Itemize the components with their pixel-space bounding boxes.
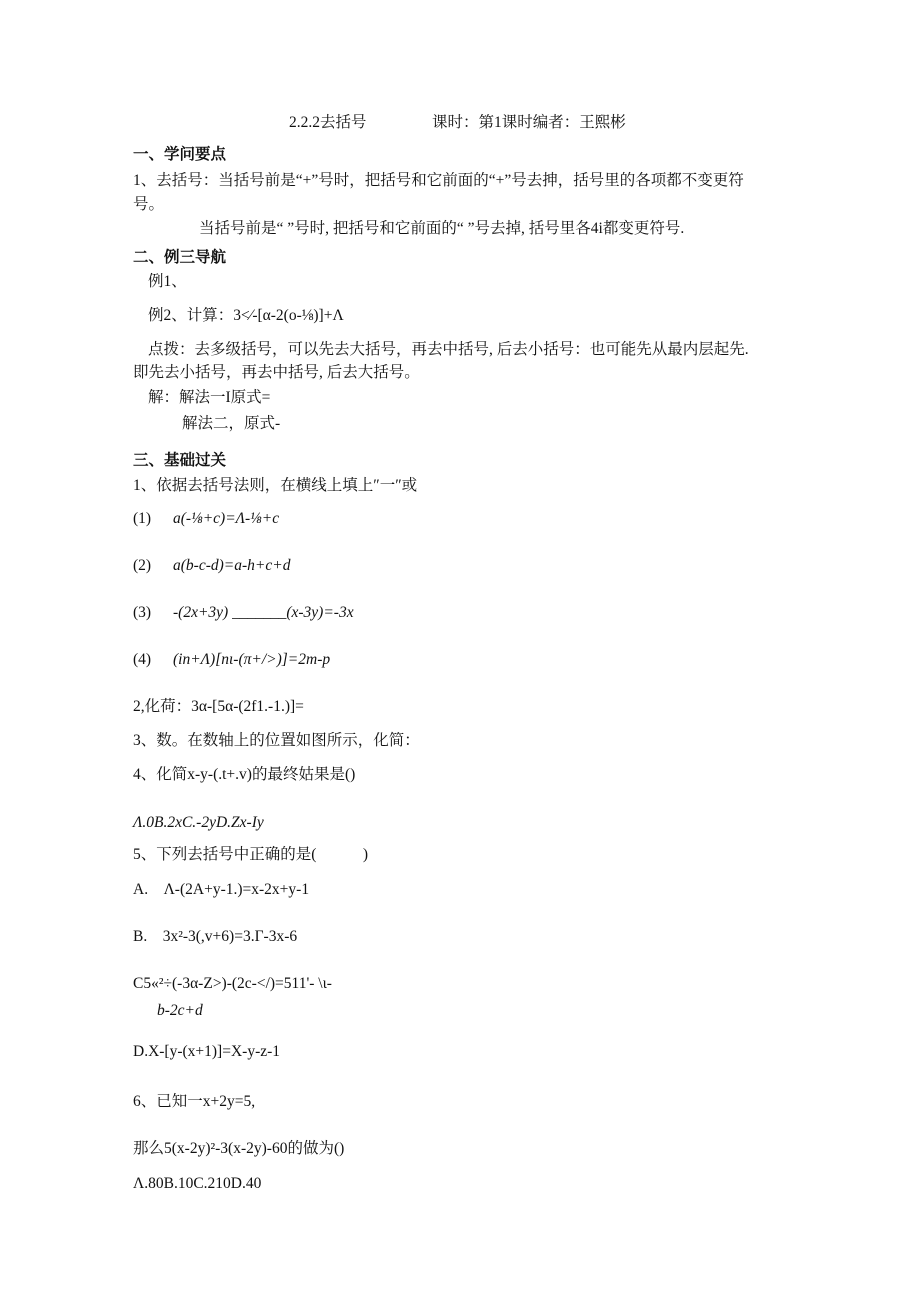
q1-item xyxy=(133,556,290,576)
q5-option-c-line1: C5«²÷(-3α-Z>)-(2c-</)=511'- \ι- xyxy=(133,975,332,992)
q5-option-c-line2: b-2c+d xyxy=(157,1002,203,1019)
item-expression: a(-⅛+c)=Λ-⅛+c xyxy=(173,510,280,527)
q5-option-d: D.X-[y-(x+1)]=X-y-z-1 xyxy=(133,1043,281,1060)
q5-option-b: B. 3x²-3(,v+6)=3.Γ-3x-6 xyxy=(133,928,298,945)
q1-item xyxy=(133,603,354,623)
question-6: 6、已知一x+2y=5, xyxy=(133,1093,256,1110)
q1-item xyxy=(133,650,330,670)
lesson-title: 2.2.2去括号 xyxy=(289,114,367,131)
item-number: (2) xyxy=(133,557,152,574)
question-4-options: Λ.0B.2xC.-2yD.Zx-Iy xyxy=(133,814,264,831)
doc-title xyxy=(289,113,367,133)
example-1: 例1、 xyxy=(148,273,187,290)
question-1: 1、依据去括号法则，在横线上填上″一″或 xyxy=(133,477,418,494)
example-2: 例2、计算：3<⁄-[α-2(o-⅛)]+Λ xyxy=(148,307,344,324)
section-heading-examples: 二、例三导航 xyxy=(133,248,227,266)
item-expression: a(b-c-d)=a-h+c+d xyxy=(173,557,291,574)
q5-option-a: A. Λ-(2A+y-1.)=x-2x+y-1 xyxy=(133,881,310,898)
item-number: (3) xyxy=(133,604,152,621)
item-expression: -(2x+3y) _______(x-3y)=-3x xyxy=(173,604,354,621)
question-6-expression: 那么5(x-2y)²-3(x-2y)-60的做为() xyxy=(133,1140,345,1157)
rule-plus-line2: 号。 xyxy=(133,196,165,213)
tip-line2: 即先去小括号，再去中括号, 后去大括号。 xyxy=(133,364,420,381)
item-number: (4) xyxy=(133,651,152,668)
tip-line1: 点拨：去多级括号，可以先去大括号，再去中括号, 后去小括号：也可能先从最内层起先. xyxy=(148,341,749,358)
rule-minus: 当括号前是“ ”号时, 把括号和它前面的“ ”号去掉, 括号里各4i都变更符号. xyxy=(199,220,685,237)
item-number: (1) xyxy=(133,510,152,527)
q1-item xyxy=(133,509,279,529)
rule-plus-line1: 1、去括号：当括号前是“+”号时，把括号和它前面的“+”号去抻，括号里的各项都不变更符 xyxy=(133,172,744,189)
question-4: 4、化简x-y-(.t+.v)的最终姑果是() xyxy=(133,766,356,783)
solution-2: 解法二，原式- xyxy=(182,415,281,432)
section-heading-basics: 三、基础过关 xyxy=(133,451,227,469)
solution-1: 解：解法一I原式= xyxy=(148,389,271,406)
question-5: 5、下列去括号中正确的是( ) xyxy=(133,846,369,863)
section-heading-knowledge: 一、学问要点 xyxy=(133,145,227,163)
question-3: 3、数。在数轴上的位置如图所示，化简： xyxy=(133,732,420,749)
item-expression: (in+Λ)[nι-(π+/>)]=2m-p xyxy=(173,651,331,668)
question-2: 2,化荷：3α-[5α-(2f1.-1.)]= xyxy=(133,698,304,715)
doc-meta: 课时：第1课时编者：王熙彬 xyxy=(432,114,626,131)
question-6-options: Λ.80B.10C.210D.40 xyxy=(133,1175,262,1192)
